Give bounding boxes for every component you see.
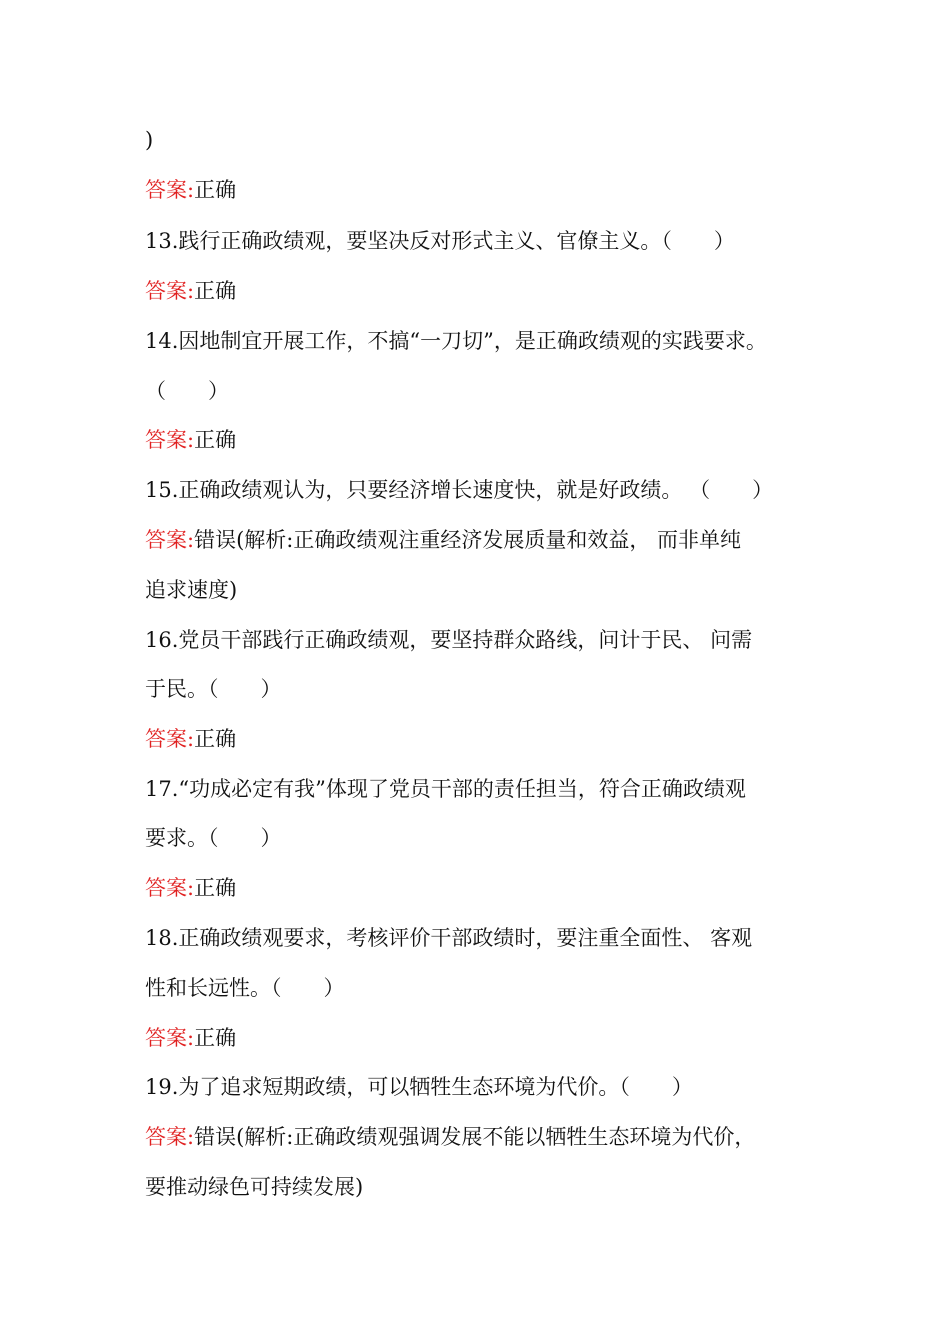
line-text: 性和长远性。（ ） bbox=[145, 976, 345, 1000]
text-line bbox=[145, 376, 229, 406]
answer-text: 正确 bbox=[194, 279, 237, 303]
answer-text: 正确 bbox=[194, 1026, 237, 1050]
answer-text: 错误(解析:正确政绩观强调发展不能以牺牲生态环境为代价， bbox=[194, 1125, 756, 1149]
question-text: 19.为了追求短期政绩，可以牺牲生态环境为代价。（ ） bbox=[145, 1075, 693, 1099]
answer-line bbox=[145, 276, 236, 306]
text-line bbox=[145, 823, 282, 853]
question-text: 18.正确政绩观要求，考核评价干部政绩时，要注重全面性、 客观 bbox=[145, 926, 753, 950]
answer-line bbox=[145, 175, 236, 205]
answer-label: 答案: bbox=[145, 528, 195, 552]
question-text: 17.“功成必定有我”体现了党员干部的责任担当，符合正确政绩观 bbox=[145, 777, 746, 801]
question-line bbox=[145, 1072, 693, 1102]
answer-label: 答案: bbox=[145, 1026, 195, 1050]
answer-text: 错误(解析:正确政绩观注重经济发展质量和效益， 而非单纯 bbox=[194, 528, 742, 552]
answer-text: 正确 bbox=[194, 428, 237, 452]
question-text: 14.因地制宜开展工作，不搞“一刀切”，是正确政绩观的实践要求。 bbox=[145, 329, 767, 353]
question-text: 13.践行正确政绩观，要坚决反对形式主义、官僚主义。（ ） bbox=[145, 229, 735, 253]
answer-line bbox=[145, 1023, 236, 1053]
line-text: 要推动绿色可持续发展) bbox=[145, 1175, 364, 1199]
text-line bbox=[145, 575, 237, 605]
question-text: 16.党员干部践行正确政绩观，要坚持群众路线，问计于民、 问需 bbox=[145, 628, 753, 652]
text-line bbox=[145, 1172, 363, 1202]
line-text: （ ） bbox=[145, 379, 229, 403]
question-line bbox=[145, 923, 752, 953]
text-line bbox=[145, 973, 345, 1003]
answer-label: 答案: bbox=[145, 727, 195, 751]
text-line bbox=[145, 674, 282, 704]
answer-label: 答案: bbox=[145, 876, 195, 900]
answer-line bbox=[145, 1122, 755, 1152]
line-text: 追求速度) bbox=[145, 578, 238, 602]
answer-text: 正确 bbox=[194, 876, 237, 900]
answer-label: 答案: bbox=[145, 1125, 195, 1149]
answer-line bbox=[145, 425, 236, 455]
answer-text: 正确 bbox=[194, 727, 237, 751]
question-text: 15.正确政绩观认为，只要经济增长速度快，就是好政绩。 （ ） bbox=[145, 478, 774, 502]
question-line bbox=[145, 774, 746, 804]
answer-label: 答案: bbox=[145, 279, 195, 303]
answer-text: 正确 bbox=[194, 178, 237, 202]
answer-line bbox=[145, 724, 236, 754]
answer-line bbox=[145, 873, 236, 903]
question-line bbox=[145, 625, 752, 655]
text-line bbox=[145, 125, 153, 155]
answer-line bbox=[145, 525, 741, 555]
answer-label: 答案: bbox=[145, 428, 195, 452]
question-line bbox=[145, 326, 767, 356]
answer-label: 答案: bbox=[145, 178, 195, 202]
line-text: 要求。（ ） bbox=[145, 826, 282, 850]
line-text: 于民。（ ） bbox=[145, 677, 282, 701]
question-line bbox=[145, 226, 735, 256]
line-text: ) bbox=[145, 128, 154, 152]
question-line bbox=[145, 475, 773, 505]
